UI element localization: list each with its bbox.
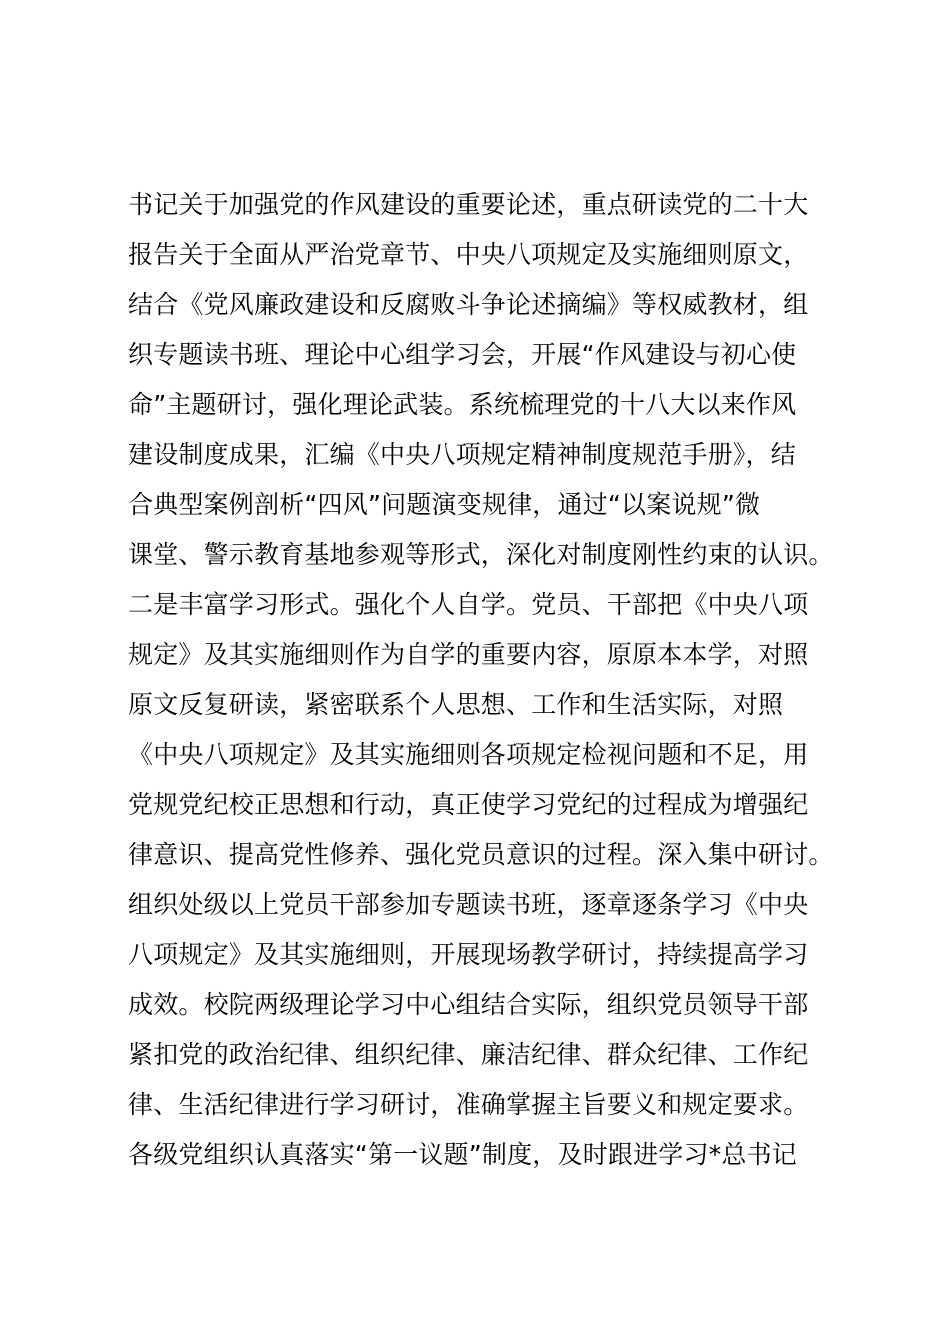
text-line-7: 合典型案例剖析“四风”问题演变规律，通过“以案说规”微 [128, 490, 761, 519]
text-line-15: 组织处级以上党员干部参加专题读书班，逐章逐条学习《中央 [128, 890, 809, 919]
text-line-10: 规定》及其实施细则作为自学的重要内容，原原本本学，对照 [128, 640, 809, 669]
body-paragraph [128, 180, 858, 1180]
text-line-4: 织专题读书班、理论中心组学习会，开展“作风建设与初心使 [128, 340, 797, 369]
text-line-13: 党规党纪校正思想和行动，真正使学习党纪的过程成为增强纪 [128, 790, 809, 819]
text-line-12: 《中央八项规定》及其实施细则各项规定检视问题和不足，用 [128, 740, 809, 769]
text-line-11: 原文反复研读，紧密联系个人思想、工作和生活实际，对照 [128, 690, 784, 719]
text-line-16: 八项规定》及其实施细则，开展现场教学研讨，持续提高学习 [128, 940, 809, 969]
text-line-14: 律意识、提高党性修养、强化党员意识的过程。深入集中研讨。 [128, 840, 834, 869]
text-line-18: 紧扣党的政治纪律、组织纪律、廉洁纪律、群众纪律、工作纪 [128, 1040, 809, 1069]
text-line-9: 二是丰富学习形式。强化个人自学。党员、干部把《中央八项 [128, 590, 809, 619]
text-line-6: 建设制度成果，汇编《中央八项规定精神制度规范手册》，结 [128, 440, 796, 469]
text-line-5: 命”主题研讨，强化理论武装。系统梳理党的十八大以来作风 [128, 390, 797, 419]
text-line-19: 律、生活纪律进行学习研讨，准确掌握主旨要义和规定要求。 [128, 1090, 809, 1119]
text-line-1: 书记关于加强党的作风建设的重要论述，重点研读党的二十大 [128, 190, 809, 219]
text-line-2: 报告关于全面从严治党章节、中央八项规定及实施细则原文， [128, 240, 809, 269]
text-line-17: 成效。校院两级理论学习中心组结合实际，组织党员领导干部 [128, 990, 809, 1019]
text-line-20: 各级党组织认真落实“第一议题”制度，及时跟进学习*总书记 [128, 1140, 798, 1169]
text-line-8: 课堂、警示教育基地参观等形式，深化对制度刚性约束的认识。 [128, 540, 834, 569]
text-line-3: 结合《党风廉政建设和反腐败斗争论述摘编》等权威教材，组 [128, 290, 809, 319]
